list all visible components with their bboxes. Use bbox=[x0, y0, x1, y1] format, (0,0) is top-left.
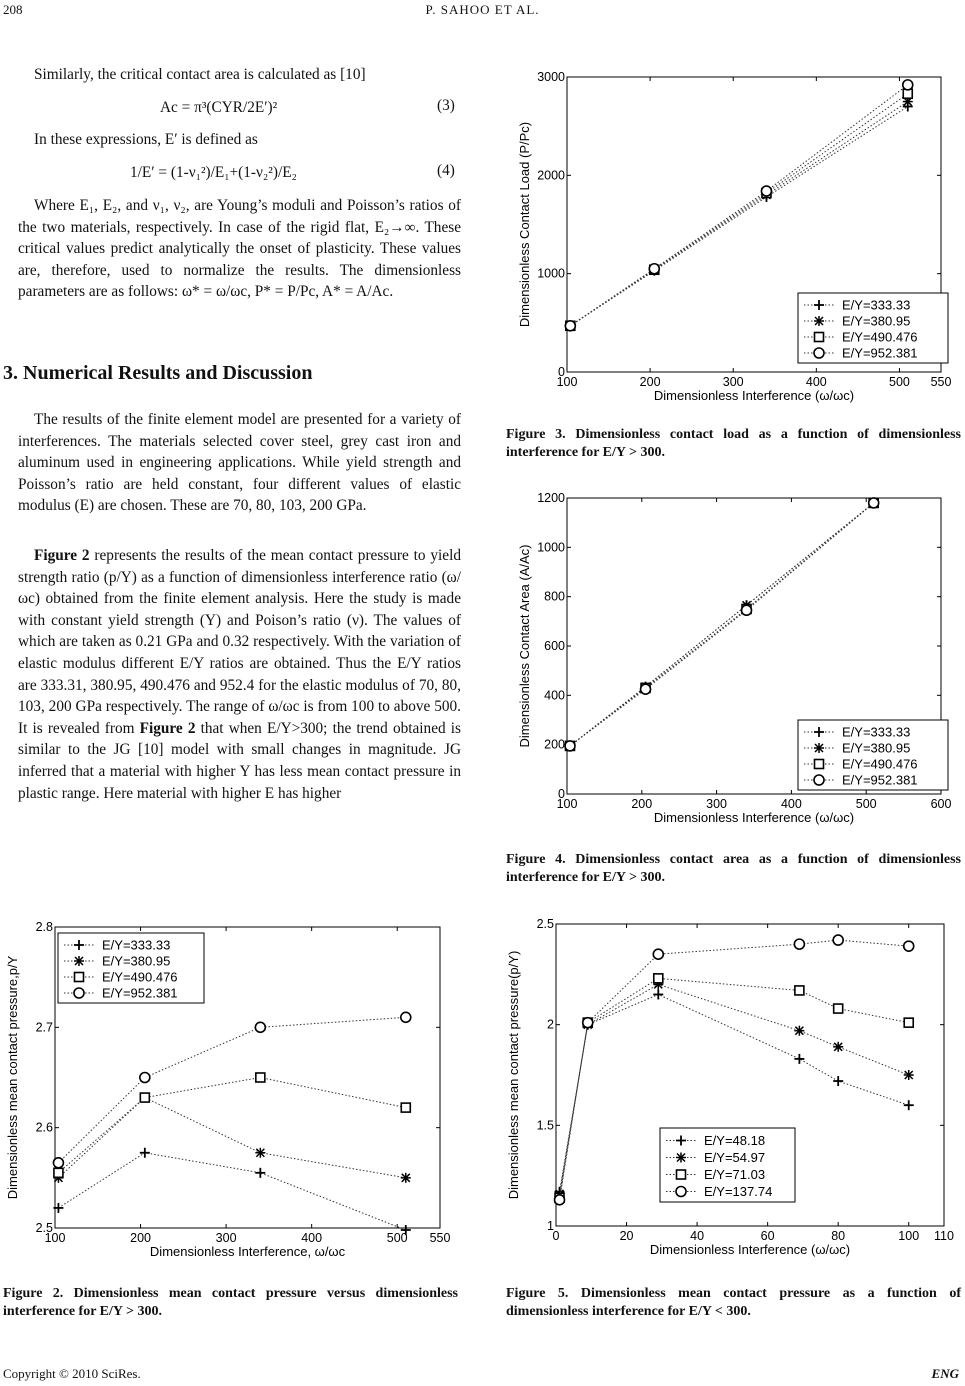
legend-marker bbox=[676, 1187, 686, 1197]
x-tick-label: 400 bbox=[805, 375, 827, 389]
x-tick-label: 20 bbox=[619, 1229, 634, 1243]
data-point bbox=[653, 949, 663, 959]
data-point bbox=[401, 1012, 411, 1022]
y-tick-label: 2.5 bbox=[536, 917, 554, 931]
x-tick-label: 400 bbox=[301, 1231, 323, 1245]
data-point bbox=[140, 1093, 149, 1102]
x-tick-label: 200 bbox=[639, 375, 661, 389]
legend-label: E/Y=952.381 bbox=[842, 772, 918, 788]
legend-marker bbox=[815, 333, 824, 342]
data-point bbox=[742, 605, 752, 615]
figure-2-caption: Figure 2. Dimensionless mean contact pressure versus dimensionless interference for E/Y > 300. bbox=[3, 1286, 458, 1319]
x-tick-label: 500 bbox=[386, 1231, 408, 1245]
x-axis-label: Dimensionless Interference (ω/ωc) bbox=[649, 1242, 851, 1257]
y-axis-label: Dimensionless mean contact pressure,p/Y bbox=[5, 955, 20, 1200]
y-tick-label: 800 bbox=[544, 589, 565, 604]
y-tick-label: 3000 bbox=[537, 70, 565, 84]
figure-3-chart bbox=[503, 60, 965, 416]
legend-label: E/Y=333.33 bbox=[842, 297, 911, 313]
data-point bbox=[833, 935, 843, 945]
y-tick-label: 1000 bbox=[537, 540, 565, 555]
data-point bbox=[565, 321, 575, 331]
y-tick-label: 2.5 bbox=[35, 1221, 53, 1235]
data-point bbox=[904, 1018, 913, 1027]
journal-name: ENG bbox=[931, 1366, 959, 1381]
data-point bbox=[53, 1158, 63, 1168]
data-point bbox=[869, 498, 879, 508]
data-point bbox=[795, 986, 804, 995]
legend-label: E/Y=490.476 bbox=[102, 969, 178, 985]
x-axis-label: Dimensionless Interference (ω/ωc) bbox=[653, 810, 855, 825]
x-tick-label: 600 bbox=[930, 797, 952, 811]
legend-label: E/Y=137.74 bbox=[704, 1184, 773, 1199]
data-point bbox=[555, 1195, 565, 1205]
x-tick-label: 550 bbox=[930, 375, 952, 389]
data-point bbox=[565, 741, 575, 751]
x-tick-label: 100 bbox=[556, 797, 578, 811]
para-results: The results of the finite element model are presented for a variety of interferences. The materials selected cover steel, grey cast iron and aluminum used in engineering applications. While yield strength and Poisson’s ratio are held constant, four different values of elastic modulus (E) are chosen. These are 70, 80, 103, 200 GPa. bbox=[18, 411, 461, 515]
x-tick-label: 100 bbox=[44, 1231, 66, 1245]
y-tick-label: 1 bbox=[547, 1219, 554, 1233]
y-axis-label: Dimensionless Contact Load (P/Pc) bbox=[517, 121, 532, 328]
data-point bbox=[904, 1070, 914, 1080]
y-tick-label: 400 bbox=[544, 688, 565, 703]
x-axis-label: Dimensionless Interference, ω/ωc bbox=[149, 1244, 346, 1259]
data-point bbox=[401, 1173, 411, 1183]
legend-marker bbox=[74, 988, 84, 998]
legend-marker bbox=[815, 760, 824, 769]
para-where: Where E₁, E₂, and ν₁, ν₂, are Young’s moduli and Poisson’s ratios of the two materials, respectively. In case of the rigid flat, E₂→∞. These critical values predict analytically the onset of plasticity. These values are, therefore, used to normalize the results. The dimensionless parameters are as follows: ω* = ω/ωc, P* = P/Pc, A* = A/Ac. bbox=[18, 197, 461, 301]
data-point bbox=[54, 1168, 63, 1177]
legend-marker bbox=[814, 743, 824, 753]
legend-label: E/Y=71.03 bbox=[704, 1167, 766, 1182]
figure-4-caption: Figure 4. Dimensionless contact area as a function of dimensionless interference for E/Y > 300. bbox=[506, 852, 961, 885]
legend-label: E/Y=48.18 bbox=[704, 1133, 766, 1148]
figure-3-caption: Figure 3. Dimensionless contact load as a function of dimensionless interference for E/Y > 300. bbox=[506, 427, 961, 460]
legend-label: E/Y=333.33 bbox=[842, 724, 911, 740]
data-point bbox=[401, 1103, 410, 1112]
legend-label: E/Y=952.381 bbox=[102, 985, 178, 1001]
y-tick-label: 0 bbox=[558, 365, 565, 379]
y-tick-label: 2000 bbox=[537, 168, 565, 183]
data-point bbox=[794, 939, 804, 949]
legend-label: E/Y=380.95 bbox=[102, 953, 171, 969]
x-tick-label: 500 bbox=[889, 375, 910, 389]
section-heading: 3. Numerical Results and Discussion bbox=[3, 362, 313, 384]
x-tick-label: 100 bbox=[898, 1229, 920, 1243]
equation-3: Ac = π³(CYR/2E′)² bbox=[160, 99, 278, 116]
data-point bbox=[654, 974, 663, 983]
equation-4-number: (4) bbox=[437, 162, 455, 179]
y-tick-label: 1200 bbox=[537, 491, 565, 505]
y-tick-label: 200 bbox=[544, 737, 565, 752]
para-define: In these expressions, E′ is defined as bbox=[34, 131, 258, 148]
y-tick-label: 2.7 bbox=[35, 1020, 53, 1035]
legend-marker bbox=[676, 1153, 686, 1163]
data-point bbox=[903, 80, 913, 90]
legend-marker bbox=[814, 348, 824, 358]
x-tick-label: 100 bbox=[556, 375, 578, 389]
y-tick-label: 0 bbox=[558, 787, 565, 801]
figure-2-chart bbox=[0, 912, 460, 1264]
legend-label: E/Y=952.381 bbox=[842, 345, 918, 361]
x-tick-label: 200 bbox=[130, 1231, 151, 1245]
legend-marker bbox=[677, 1170, 686, 1179]
x-tick-label: 200 bbox=[631, 797, 653, 811]
x-tick-label: 0 bbox=[552, 1229, 560, 1243]
data-point bbox=[794, 1026, 804, 1036]
legend-label: E/Y=333.33 bbox=[102, 937, 171, 953]
legend-marker bbox=[814, 316, 824, 326]
para-intro: Similarly, the critical contact area is calculated as [10] bbox=[34, 66, 366, 83]
data-point bbox=[649, 264, 659, 274]
y-tick-label: 2 bbox=[547, 1017, 554, 1032]
x-tick-label: 500 bbox=[855, 797, 877, 811]
copyright: Copyright © 2010 SciRes. bbox=[3, 1366, 141, 1381]
x-tick-label: 60 bbox=[760, 1229, 775, 1243]
y-tick-label: 1000 bbox=[537, 266, 565, 281]
data-point bbox=[833, 1042, 843, 1052]
y-axis-label: Dimensionless Contact Area (A/Ac) bbox=[517, 544, 532, 748]
legend-label: E/Y=380.95 bbox=[842, 740, 911, 756]
page-number: 208 bbox=[3, 2, 23, 17]
running-title: P. SAHOO ET AL. bbox=[425, 2, 540, 17]
data-point bbox=[255, 1022, 265, 1032]
legend-marker bbox=[75, 973, 84, 982]
data-point bbox=[641, 684, 651, 694]
para-figure-2: Figure 2 represents the results of the mean contact pressure to yield strength ratio (p/Y) as a function of dimensionless interference ratio (ω/ωc) obtained from the finite element analysis. Here the study is made with constant yield strength (Y) and Poison’s ratio (ν). The values of which are taken as 0.21 GPa and 0.32 respectively. With the variation of elastic modulus different E/Y ratios are obtained. Thus the E/Y ratios are 333.31, 380.95, 490.476 and 952.4 for the elastic modulus of 70, 80, 103, 200 GPa respectively. The range of ω/ωc is from 100 to above 500. It is revealed from Figure 2 that when E/Y>300; the trend obtained is similar to the JG [10] model with small changes in magnitude. JG inferred that a material with higher Y has less mean contact pressure in plastic range. Here material with higher E has higher bbox=[18, 547, 461, 802]
x-tick-label: 110 bbox=[934, 1229, 954, 1243]
data-point bbox=[834, 1004, 843, 1013]
figure-5-caption: Figure 5. Dimensionless mean contact pressure as a function of dimensionless interference for E/Y < 300. bbox=[506, 1286, 961, 1319]
figure-4-chart bbox=[503, 484, 965, 832]
figure-2-lead: Figure 2 bbox=[34, 547, 90, 564]
x-axis-label: Dimensionless Interference (ω/ωc) bbox=[653, 388, 855, 403]
y-tick-label: 2.6 bbox=[35, 1120, 53, 1135]
equation-4: 1/E′ = (1-ν₁²)/E₁+(1-ν₂²)/E₂ bbox=[130, 164, 297, 181]
x-tick-label: 300 bbox=[722, 375, 744, 389]
data-point bbox=[761, 186, 771, 196]
data-point bbox=[583, 1018, 593, 1028]
x-tick-label: 550 bbox=[429, 1231, 451, 1245]
y-tick-label: 1.5 bbox=[536, 1118, 554, 1133]
legend-label: E/Y=54.97 bbox=[704, 1150, 766, 1165]
y-axis-label: Dimensionless mean contact pressure(p/Y) bbox=[506, 950, 521, 1200]
x-tick-label: 80 bbox=[831, 1229, 846, 1243]
legend-label: E/Y=380.95 bbox=[842, 313, 911, 329]
legend-label: E/Y=490.476 bbox=[842, 756, 918, 772]
legend-marker bbox=[74, 956, 84, 966]
y-tick-label: 600 bbox=[544, 639, 565, 653]
data-point bbox=[140, 1073, 150, 1083]
legend-label: E/Y=490.476 bbox=[842, 329, 918, 345]
data-point bbox=[904, 941, 914, 951]
left-column bbox=[18, 64, 461, 86]
equation-3-number: (3) bbox=[437, 97, 455, 114]
x-tick-label: 300 bbox=[215, 1231, 237, 1245]
x-tick-label: 400 bbox=[780, 797, 802, 811]
figure-2-ref: Figure 2 bbox=[139, 719, 196, 737]
data-point bbox=[255, 1148, 265, 1158]
legend-marker bbox=[814, 775, 824, 785]
y-tick-label: 2.8 bbox=[35, 920, 53, 934]
data-point bbox=[256, 1073, 265, 1082]
x-tick-label: 300 bbox=[706, 797, 728, 811]
x-tick-label: 40 bbox=[690, 1229, 705, 1243]
figure-5-chart bbox=[503, 912, 965, 1264]
